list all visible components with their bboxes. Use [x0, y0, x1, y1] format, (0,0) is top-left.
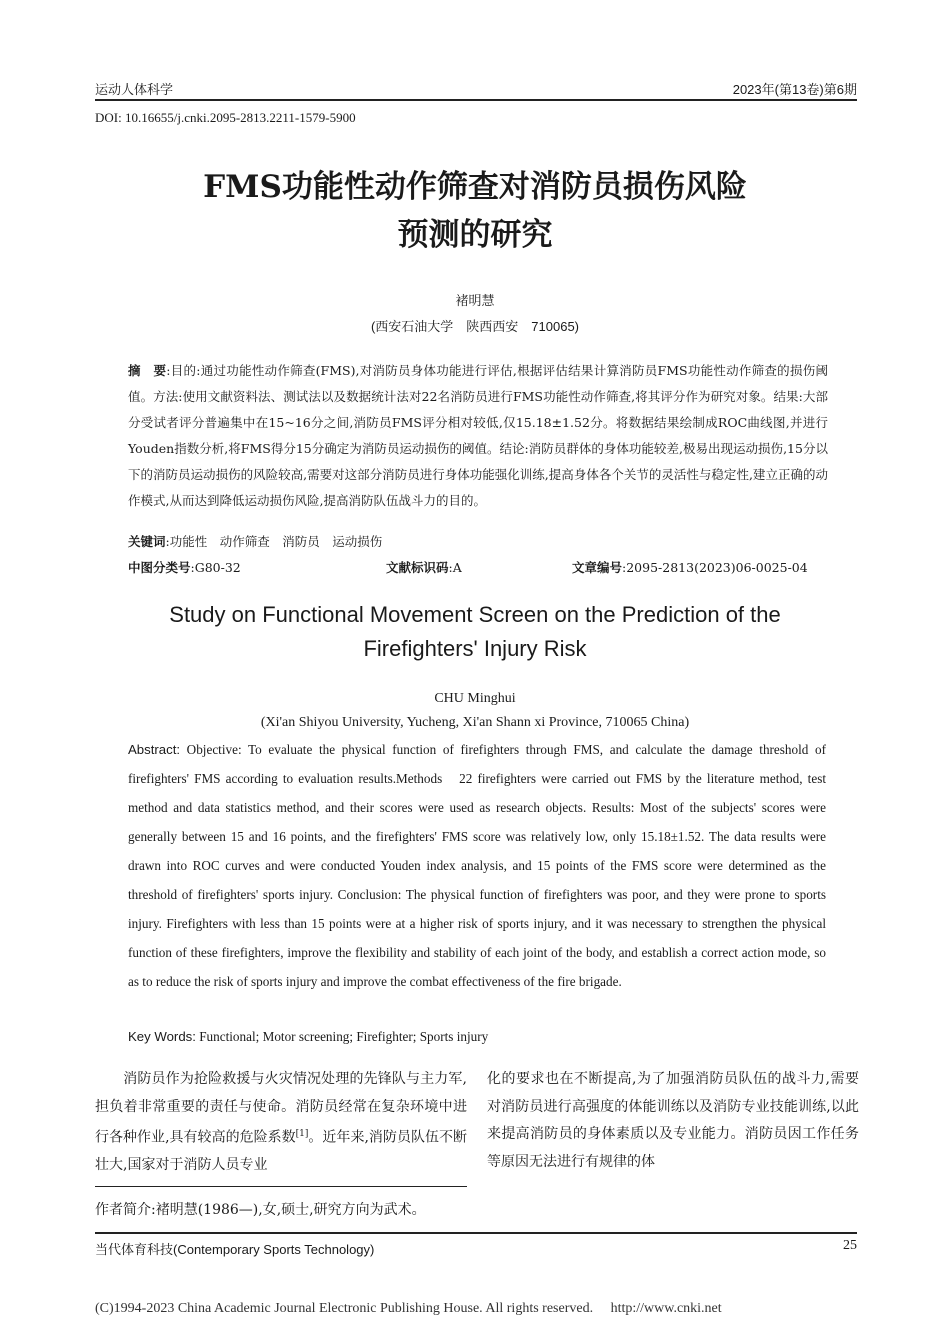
title-cn-line2: 预测的研究 — [397, 217, 553, 253]
body-left-text-b: 。近年来,消防员队伍不断壮大,国家对于消防人员专业 — [95, 1129, 467, 1174]
journal-footer: 当代体育科技(Contemporary Sports Technology) — [95, 1242, 375, 1257]
journal-header-cn: 运动人体科学 — [95, 82, 174, 97]
keywords-cn-text: :功能性 动作筛查 消防员 运动损伤 — [165, 534, 383, 549]
affiliation-cn: (西安石油大学 陕西西安 710065) — [370, 319, 580, 334]
keywords-en-text: Functional; Motor screening; Firefighter; Sports injury — [195, 1029, 489, 1044]
article-number — [572, 558, 808, 576]
clc-number — [128, 558, 241, 576]
art-label: 文章编号 — [572, 561, 623, 575]
affiliation-en: (Xi'an Shiyou University, Yucheng, Xi'an Shann xi Province, 710065 China) — [260, 715, 690, 730]
author-en: CHU Minghui — [434, 691, 516, 706]
footer-rule — [95, 1232, 857, 1234]
abstract-en — [128, 735, 826, 996]
doi: DOI: 10.16655/j.cnki.2095-2813.2211-1579-5900 — [95, 110, 356, 125]
author-footnote: 作者简介:褚明慧(1986—),女,硕士,研究方向为武术。 — [95, 1202, 426, 1218]
doc-code — [386, 558, 462, 576]
clc-value: :G80-32 — [190, 560, 241, 575]
art-value: :2095-2813(2023)06-0025-04 — [622, 560, 808, 575]
header-rule — [95, 99, 857, 101]
issue-header: 2023年(第13卷)第6期 — [732, 82, 857, 97]
citation-ref-1[interactable]: [1] — [295, 1129, 309, 1139]
footnote-rule — [95, 1186, 467, 1187]
body-left-text-a: 消防员作为抢险救援与火灾情况处理的先锋队与主力军,担负着非常重要的责任与使命。消防员经常在复杂环境中进行各种作业,具有较高的危险系数 — [95, 1071, 467, 1146]
body-left-column — [95, 1066, 467, 1180]
abstract-cn — [128, 358, 828, 514]
keywords-en — [128, 1029, 488, 1045]
title-en-line1: Study on Functional Movement Screen on the Prediction of the — [169, 602, 781, 627]
abstract-en-text: Objective: To evaluate the physical function of firefighters through FMS, and calculate the damage threshold of firefighters' FMS according to evaluation results.Methods 22 firefighters were carried out FMS by the literature method, test method and data statistics method, and their scores were used as research objects. Results: Most of the subjects' scores were generally between 15 and 16 points, and the firefighters' FMS score was relatively low, only 15.18±1.52. The data results were drawn into ROC curves and were conducted Youden index analysis, and 15 points of the FMS score were determined as the threshold of firefighters' sports injury. Conclusion: The physical function of firefighters was poor, and they were prone to sports injury. Firefighters with less than 15 points were at a higher risk of sports injury, and it was necessary to strengthen the physical function of these firefighters, improve the flexibility and stability of each joint of the body, and establish a correct action mode, so as to reduce the risk of sports injury and improve the combat effectiveness of the fire brigade. — [128, 742, 826, 989]
abstract-en-label: Abstract: — [128, 742, 181, 757]
keywords-cn — [128, 532, 382, 550]
abstract-cn-text: :目的:通过功能性动作筛查(FMS),对消防员身体功能进行评估,根据评估结果计算消防员FMS功能性动作筛查的损伤阈值。方法:使用文献资料法、测试法以及数据统计法对22名消防员进行FMS功能性动作筛查,将其评分作为研究对象。结果:大部分受试者评分普遍集中在15~16分之间,消防员FMS评分相对较低,仅15.18±1.52分。将数据结果绘制成ROC曲线图,并进行Youden指数分析,将FMS得分15分确定为消防员运动损伤的阈值。结论:消防员群体的身体功能较差,极易出现运动损伤,15分以下的消防员运动损伤的风险较高,需要对这部分消防员进行身体功能强化训练,提高身体各个关节的灵活性与稳定性,建立正确的动作模式,从而达到降低运动损伤风险,提高消防队伍战斗力的目的。 — [128, 363, 828, 508]
doc-value: :A — [448, 560, 462, 575]
title-cn-line1: FMS功能性动作筛查对消防员损伤风险 — [203, 169, 747, 205]
author-cn: 褚明慧 — [455, 293, 495, 308]
page-number: 25 — [843, 1238, 857, 1253]
body-right-column: 化的要求也在不断提高,为了加强消防员队伍的战斗力,需要对消防员进行高强度的体能训练以及消防专业技能训练,以此来提高消防员的身体素质以及专业能力。消防员因工作任务等原因无法进行有规律的体 — [487, 1071, 859, 1170]
doc-label: 文献标识码 — [386, 561, 449, 575]
clc-label: 中图分类号 — [128, 561, 191, 575]
copyright-notice: (C)1994-2023 China Academic Journal Electronic Publishing House. All rights reserved. http://www.cnki.net — [95, 1301, 722, 1316]
keywords-cn-label: 关键词 — [128, 535, 166, 549]
keywords-en-label: Key Words: — [128, 1029, 196, 1044]
abstract-cn-label: 摘 要 — [128, 364, 167, 378]
title-en-line2: Firefighters' Injury Risk — [363, 636, 587, 661]
